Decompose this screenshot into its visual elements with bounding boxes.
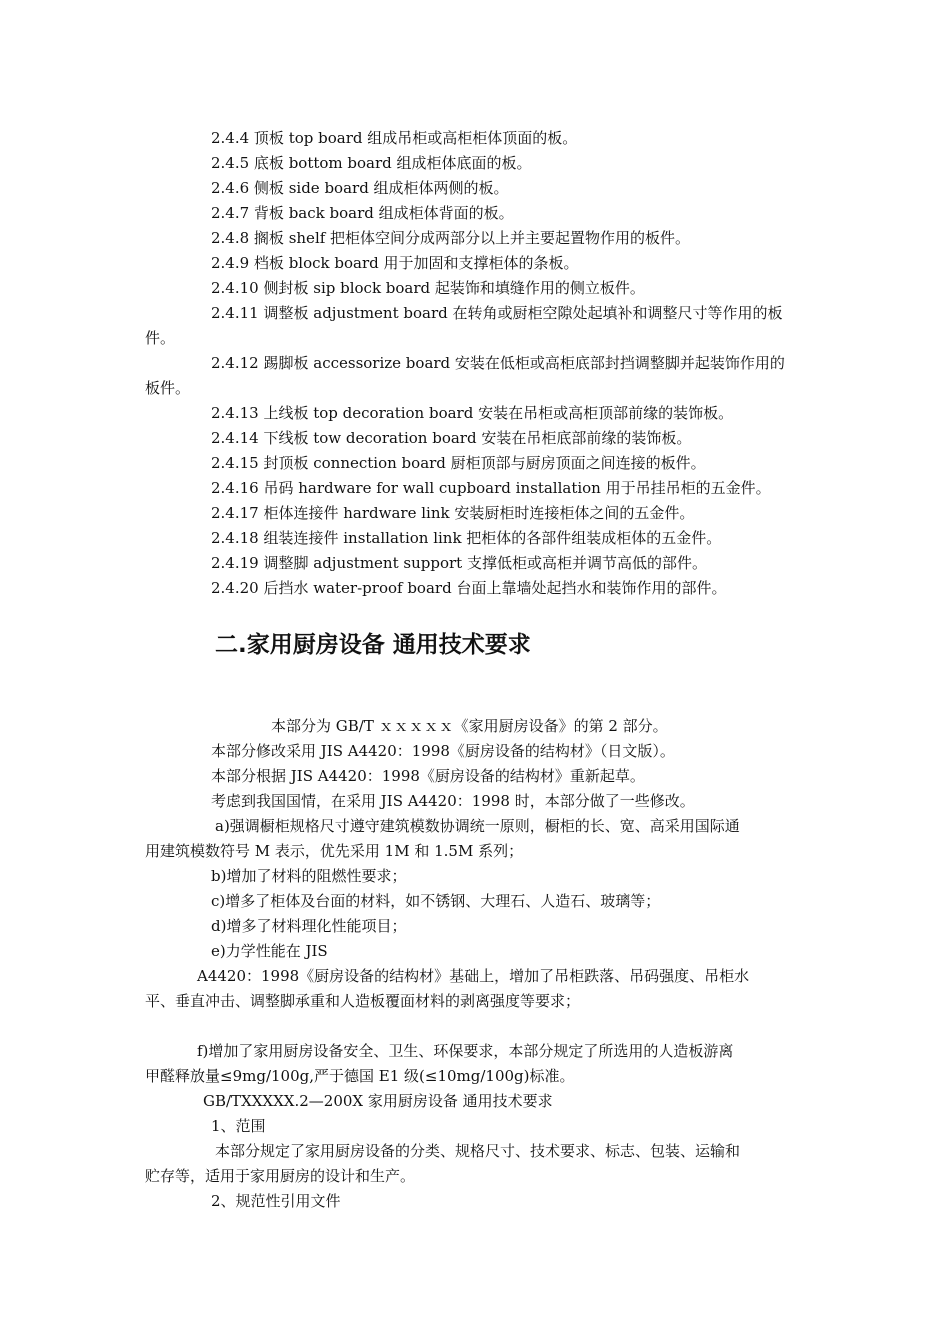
body-paragraph-drafted: 本部分根据 JIS A4420：1998《厨房设备的结构材》重新起草。 xyxy=(211,767,645,785)
definition-adjustment-board: 2.4.11 调整板 adjustment board 在转角或厨柜空隙处起填补和调整尺寸等作用的板 xyxy=(211,304,783,322)
scope-paragraph: 本部分规定了家用厨房设备的分类、规格尺寸、技术要求、标志、包装、运输和 xyxy=(215,1142,741,1160)
scope-paragraph-cont: 贮存等，适用于家用厨房的设计和生产。 xyxy=(145,1167,416,1185)
standard-title: GB/TXXXXX.2—200X 家用厨房设备 通用技术要求 xyxy=(203,1092,553,1110)
list-item-a-cont: 用建筑模数符号 M 表示，优先采用 1M 和 1.5M 系列； xyxy=(145,842,524,860)
definition-sip-block-board: 2.4.10 侧封板 sip block board 起装饰和填缝作用的侧立板件。 xyxy=(211,279,645,297)
definition-tow-decoration-board: 2.4.14 下线板 tow decoration board 安装在吊柜底部前缘的装饰板。 xyxy=(211,429,692,447)
definition-hardware-wall-cupboard: 2.4.16 吊码 hardware for wall cupboard installation 用于吊挂吊柜的五金件。 xyxy=(211,479,771,497)
list-item-a: a)强调橱柜规格尺寸遵守建筑模数协调统一原则，橱柜的长、宽、高采用国际通 xyxy=(215,817,740,835)
section-scope-heading: 1、范围 xyxy=(211,1117,266,1135)
definition-block-board: 2.4.9 档板 block board 用于加固和支撑柜体的条板。 xyxy=(211,254,579,272)
definition-adjustment-board-cont: 件。 xyxy=(145,329,176,347)
definition-shelf: 2.4.8 搁板 shelf 把柜体空间分成两部分以上并主要起置物作用的板件。 xyxy=(211,229,691,247)
list-item-b: b)增加了材料的阻燃性要求； xyxy=(211,867,407,885)
list-item-e: e)力学性能在 JIS xyxy=(211,942,328,960)
definition-back-board: 2.4.7 背板 back board 组成柜体背面的板。 xyxy=(211,204,514,222)
definition-adjustment-support: 2.4.19 调整脚 adjustment support 支撑低柜或高柜并调节高低的部件。 xyxy=(211,554,707,572)
definition-accessorize-board: 2.4.12 踢脚板 accessorize board 安装在低柜或高柜底部封挡调整脚并起装饰作用的 xyxy=(211,354,785,372)
section-normative-references-heading: 2、规范性引用文件 xyxy=(211,1192,341,1210)
body-paragraph-changes: 考虑到我国国情，在采用 JIS A4420：1998 时，本部分做了一些修改。 xyxy=(211,792,695,810)
definition-top-board: 2.4.4 顶板 top board 组成吊柜或高柜柜体顶面的板。 xyxy=(211,129,578,147)
body-paragraph-modified: 本部分修改采用 JIS A4420：1998《厨房设备的结构材》（日文版）。 xyxy=(211,742,675,760)
definition-connection-board: 2.4.15 封顶板 connection board 厨柜顶部与厨房顶面之间连接的板件。 xyxy=(211,454,706,472)
definition-water-proof-board: 2.4.20 后挡水 water-proof board 台面上靠墙处起挡水和装饰作用的部件。 xyxy=(211,579,727,597)
list-item-c: c)增多了柜体及台面的材料，如不锈钢、大理石、人造石、玻璃等； xyxy=(211,892,661,910)
list-item-e-cont: A4420：1998《厨房设备的结构材》基础上，增加了吊柜跌落、吊码强度、吊柜水 xyxy=(197,967,750,985)
list-item-f-cont: 甲醛释放量≤9mg/100g,严于德国 E1 级(≤10mg/100g)标准。 xyxy=(145,1067,575,1085)
list-item-d: d)增多了材料理化性能项目； xyxy=(211,917,407,935)
definition-hardware-link: 2.4.17 柜体连接件 hardware link 安装厨柜时连接柜体之间的五金件。 xyxy=(211,504,695,522)
list-item-f: f)增加了家用厨房设备安全、卫生、环保要求，本部分规定了所选用的人造板游离 xyxy=(197,1042,734,1060)
list-item-e-cont2: 平、垂直冲击、调整脚承重和人造板覆面材料的剥离强度等要求； xyxy=(145,992,581,1010)
section-heading: 二.家用厨房设备 通用技术要求 xyxy=(215,632,531,658)
definition-accessorize-board-cont: 板件。 xyxy=(145,379,191,397)
body-paragraph-intro: 本部分为 GB/T ｘｘｘｘｘ《家用厨房设备》的第 2 部分。 xyxy=(271,717,668,735)
definition-installation-link: 2.4.18 组装连接件 installation link 把柜体的各部件组装成柜体的五金件。 xyxy=(211,529,722,547)
definition-side-board: 2.4.6 侧板 side board 组成柜体两侧的板。 xyxy=(211,179,509,197)
definition-top-decoration-board: 2.4.13 上线板 top decoration board 安装在吊柜或高柜顶部前缘的装饰板。 xyxy=(211,404,734,422)
definition-bottom-board: 2.4.5 底板 bottom board 组成柜体底面的板。 xyxy=(211,154,532,172)
